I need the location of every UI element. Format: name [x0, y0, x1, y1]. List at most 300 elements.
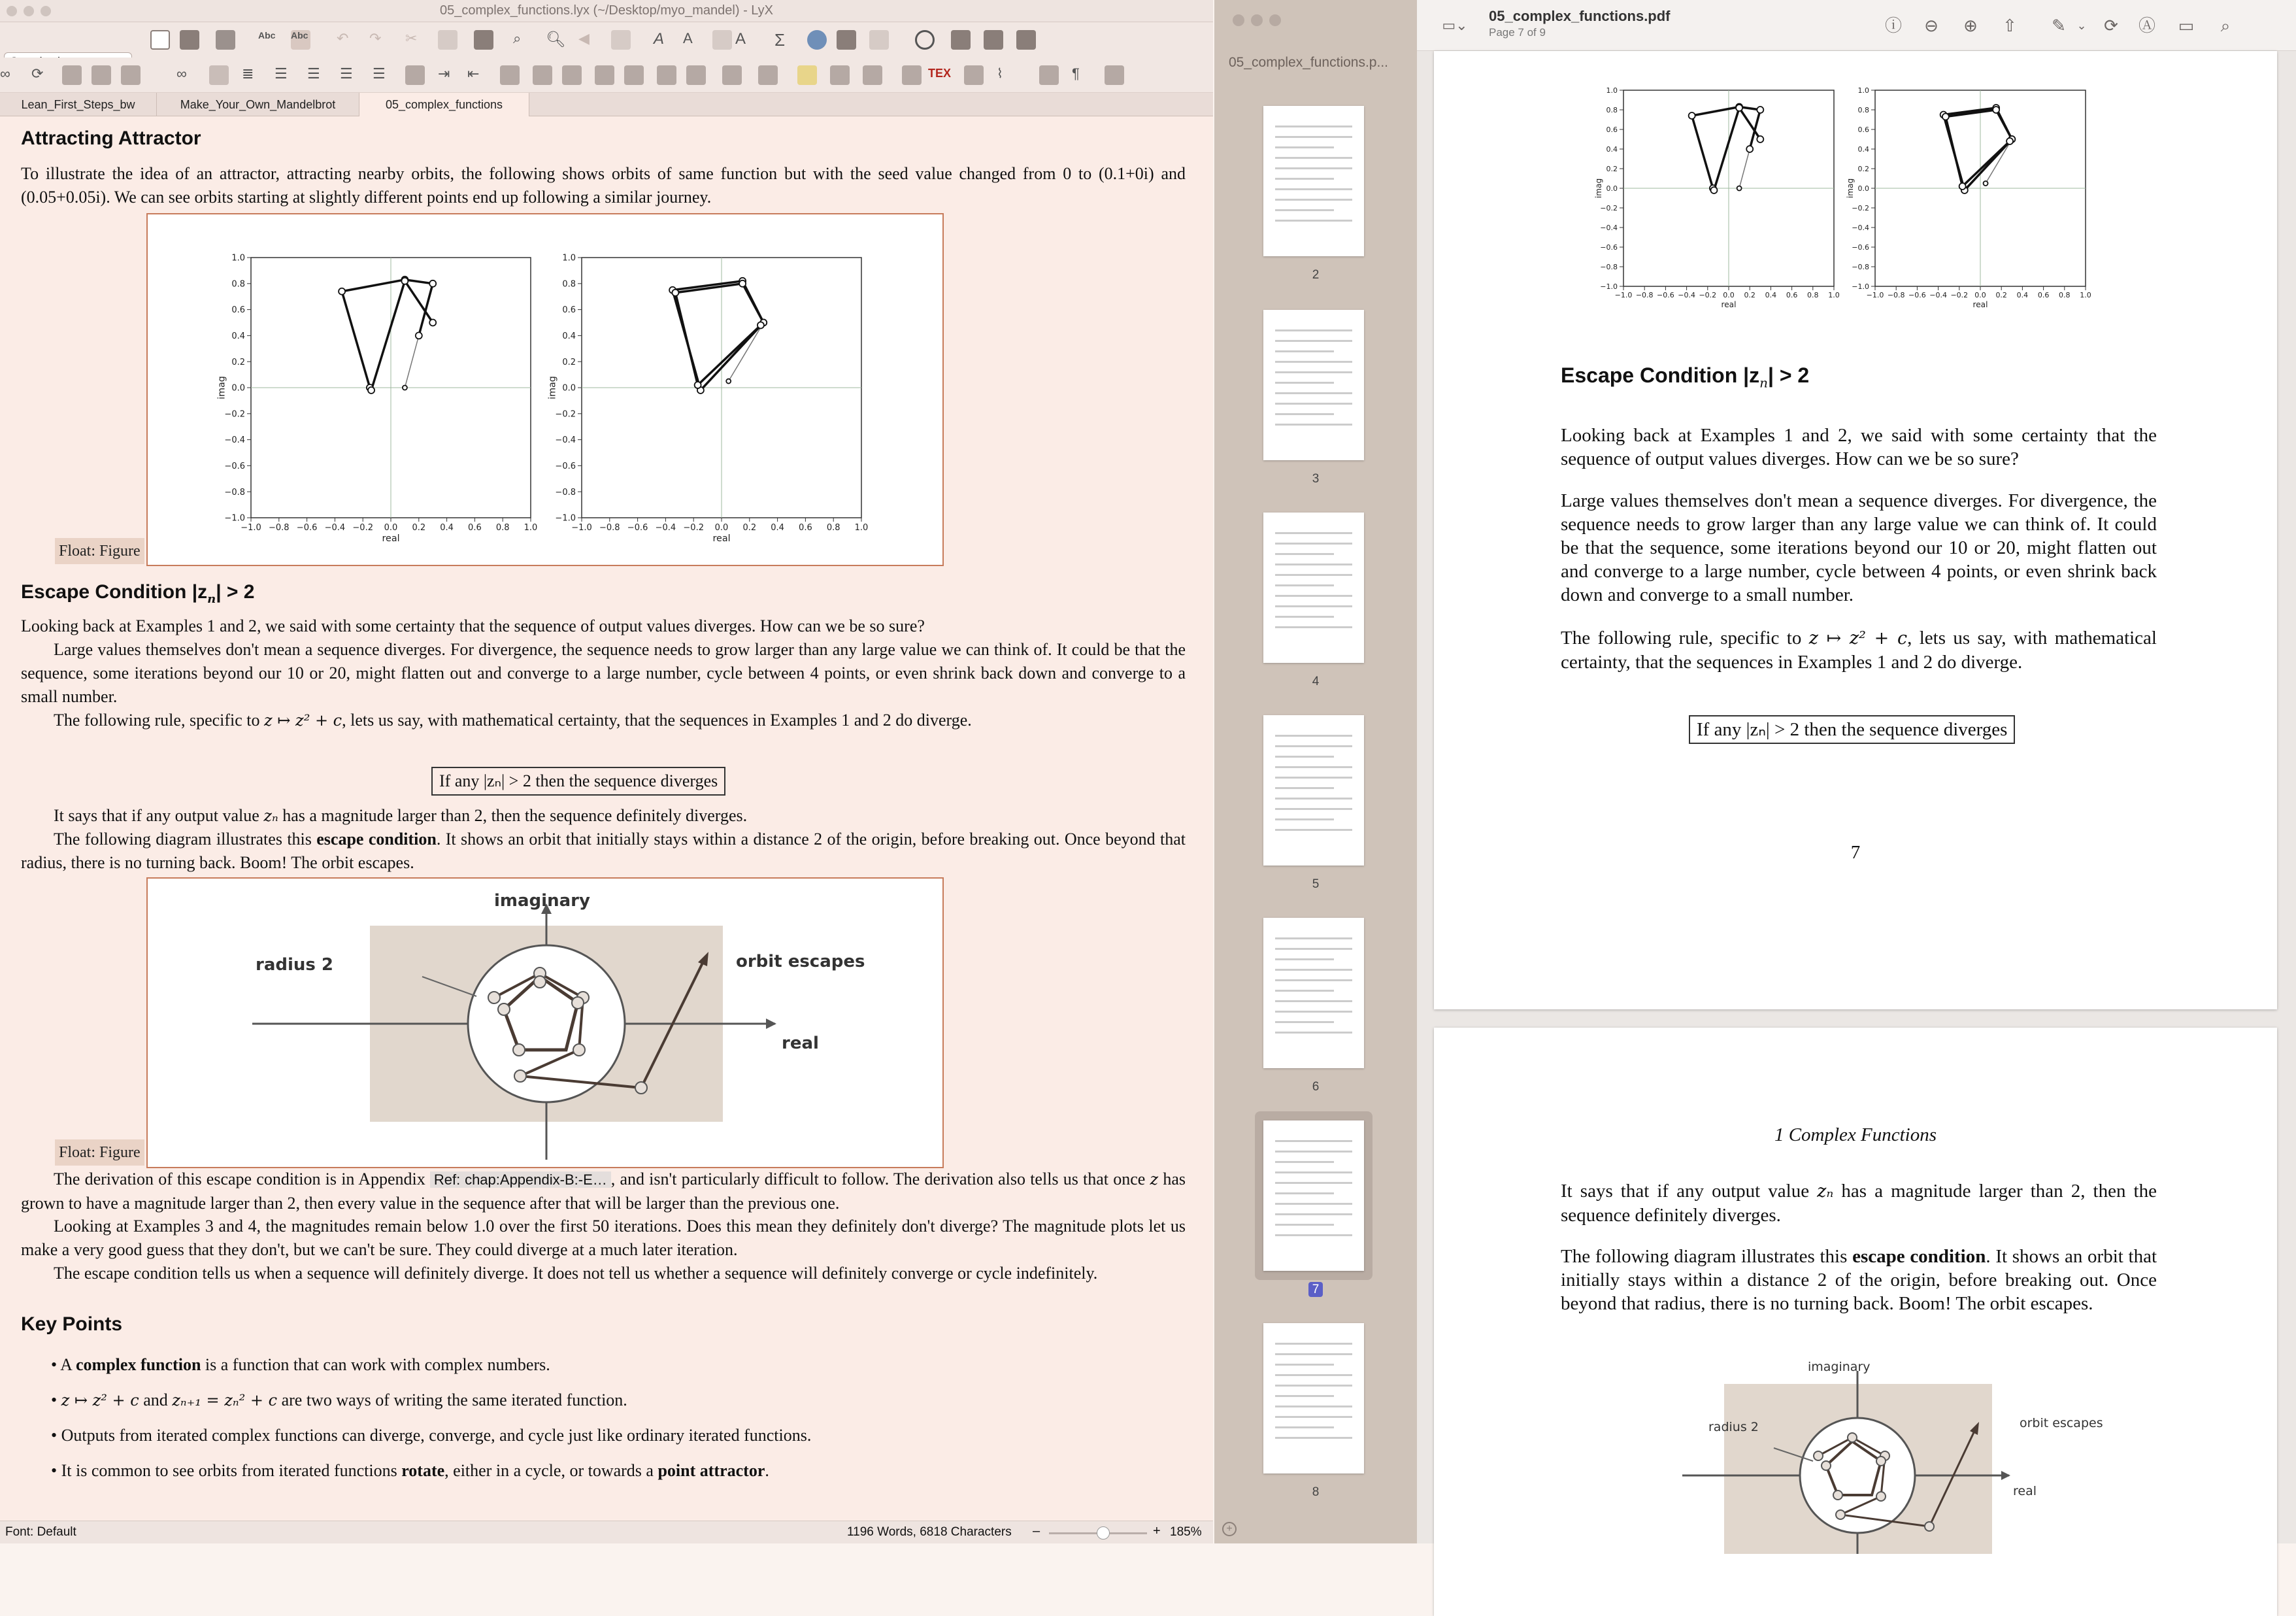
thumbnail-text-line — [1275, 1364, 1334, 1366]
thumbnail-text-line — [1275, 829, 1352, 831]
pdf-left-xtick-label: 1.0 — [1828, 291, 1840, 299]
kp1-post: is a function that can work with complex numbers. — [201, 1355, 550, 1374]
insert-table-icon[interactable] — [837, 30, 856, 50]
pdf-left-ytick-label: −0.2 — [1600, 203, 1618, 212]
thumbnail-text-line — [1275, 818, 1334, 820]
enumerate-icon[interactable]: ☰ — [275, 65, 288, 82]
redo-icon[interactable]: ↷ — [369, 30, 382, 46]
para-diagram-intro — [21, 828, 1186, 875]
insert-bib-icon[interactable] — [964, 65, 984, 85]
view-icon[interactable]: ∞ — [0, 65, 10, 82]
zoom-slider-knob[interactable] — [1097, 1526, 1110, 1540]
lyx-left-ytick-label: 0.2 — [231, 357, 245, 367]
refresh-icon[interactable]: ⟳ — [31, 65, 44, 82]
search-icon[interactable]: 🔍︎ — [546, 31, 566, 48]
attach-icon[interactable]: ⌇ — [997, 67, 1003, 81]
thumbnail-page-number — [1214, 877, 1417, 892]
search-icon[interactable]: ⌕ — [2220, 16, 2231, 35]
pdf-left-orbit-point — [1689, 112, 1695, 119]
font-style-icon[interactable]: A — [683, 30, 693, 46]
thumbnail-text-line — [1275, 543, 1352, 545]
document-tabs — [0, 93, 1213, 116]
lyx-left-orbit-point — [429, 320, 436, 326]
list-icon[interactable]: ≣ — [242, 65, 254, 82]
thumbnail-text-line — [1275, 1416, 1352, 1418]
save-icon[interactable] — [216, 30, 235, 50]
escape-diagram-svg — [148, 879, 942, 1167]
para-escape-tells: The escape condition tells us when a sequence will definitely diverge. It does not tell us whether a sequence will definitely converge or cycle indefinitely. — [54, 1264, 1098, 1283]
thumbnail-text-line — [1275, 1011, 1352, 1013]
pdf-right-orbit-point — [1984, 181, 1988, 186]
lyx-right-xtick-label: 0.2 — [742, 523, 757, 533]
diagram-intro-pre: The following diagram illustrates this — [54, 830, 317, 849]
paragraph-mark-icon[interactable]: ¶ — [1072, 65, 1080, 82]
lyx-left-orbit-point — [339, 288, 345, 295]
pdf-left-xtick-label: 0.8 — [1807, 291, 1819, 299]
lyx-document[interactable] — [0, 116, 1213, 1521]
page7-heading-tail: | > 2 — [1767, 363, 1810, 387]
thumbnail-text-line — [1275, 1203, 1352, 1205]
thumbnail-text-line — [1275, 990, 1334, 992]
lyx-right-xtick-label: −1.0 — [571, 523, 592, 533]
export-icon[interactable] — [62, 65, 82, 85]
indent-icon[interactable]: ⇥ — [438, 65, 450, 82]
export-format-icon[interactable] — [121, 65, 141, 85]
thumbnail-text-line — [1275, 1161, 1334, 1163]
thumbnail-text-line — [1275, 937, 1352, 939]
page7-boxed-rule: If any |zₙ| > 2 then the sequence diverges — [1689, 715, 2015, 744]
lyx-left-ylabel: imag — [216, 376, 227, 399]
insert-citation-icon[interactable] — [686, 65, 706, 85]
preview-minimize-button[interactable] — [1251, 14, 1263, 26]
page8-running-head: 1 Complex Functions — [1774, 1124, 1937, 1145]
lyx-toolbar-1 — [0, 22, 1213, 58]
view-master-icon[interactable]: ∞ — [176, 65, 187, 82]
figure-orbit-plots[interactable] — [146, 213, 944, 566]
annotate-icon[interactable]: Ⓐ — [2138, 16, 2155, 35]
page8-p2-bold: escape condition — [1852, 1246, 1986, 1267]
p8-real-axis-arrow — [2001, 1471, 2010, 1480]
text-style-icon[interactable]: A — [735, 30, 746, 48]
pdf-right-xtick-label: −0.8 — [1887, 291, 1905, 299]
view-pdf-icon[interactable] — [915, 30, 935, 50]
insert-footnote-icon[interactable] — [624, 65, 644, 85]
tab-make-your-own-mandelbrot[interactable]: Make_Your_Own_Mandelbrot — [157, 93, 359, 116]
copy-icon[interactable] — [438, 30, 458, 50]
page8-p1-pre: It says that if any output value — [1561, 1181, 1818, 1202]
thumbnail-page-number-text: 7 — [1308, 1282, 1323, 1297]
math-sigma-icon[interactable]: Σ — [774, 30, 786, 50]
lyx-right-xtick-label: 0.8 — [826, 523, 840, 533]
it-says-pre: It says that if any output value — [54, 806, 264, 825]
escape-title-tail: | > 2 — [216, 581, 255, 603]
sidebar-toggle-icon[interactable]: ▭⌄ — [1442, 17, 1468, 33]
thumbnail-page-number — [1214, 675, 1417, 689]
thumbnail-text-line — [1275, 532, 1352, 534]
pdf-left-ytick-label: −1.0 — [1600, 282, 1618, 291]
section-title-attracting-attractor: Attracting Attractor — [21, 127, 201, 149]
figure-escape-diagram[interactable] — [146, 877, 944, 1168]
pdf-right-xtick-label: −0.4 — [1929, 291, 1947, 299]
thumbnail-page-number — [1214, 472, 1417, 486]
kp2-post: are two ways of writing the same iterated function. — [277, 1390, 627, 1409]
p8-real-label: real — [2013, 1484, 2037, 1498]
lyx-left-ytick-label: −0.4 — [224, 435, 245, 446]
lyx-left-orbit-point — [429, 280, 436, 287]
thumbnail-text-line — [1275, 574, 1352, 576]
real-axis-arrow — [766, 1018, 776, 1029]
insert-float-icon[interactable] — [500, 65, 520, 85]
note-icon[interactable] — [869, 30, 889, 50]
kp1-bold: complex function — [76, 1355, 201, 1374]
add-icon[interactable]: + — [1222, 1522, 1237, 1536]
thumbnail-text-line — [1275, 766, 1352, 768]
pdf-left-ytick-label: −0.8 — [1600, 262, 1618, 271]
align-center-icon[interactable]: ☰ — [340, 65, 353, 82]
insert-branch-icon[interactable] — [830, 65, 850, 85]
preview-sidebar-header — [1214, 0, 1417, 76]
pdf-right-xtick-label: −0.2 — [1950, 291, 1969, 299]
lyx-right-orbit-point — [726, 379, 731, 384]
section-title-key-points: Key Points — [21, 1313, 123, 1335]
attractor-paragraph: To illustrate the idea of an attractor, attracting nearby orbits, the following shows orbits of same function but with the seed value changed from 0 to (0.1+0i) and (0.05+0.05i). We can see orbits starting at slightly different points end up following a similar journey. — [21, 164, 1186, 207]
lyx-left-ytick-label: −0.6 — [224, 461, 245, 471]
insert-hyperlink-icon[interactable] — [863, 65, 882, 85]
thumbnail-text-line — [1275, 403, 1352, 405]
insert-index-icon[interactable] — [722, 65, 742, 85]
pdf-page-7[interactable] — [1434, 51, 2277, 1009]
thumbnail-text-line — [1275, 958, 1334, 960]
thumbnail-text-line — [1275, 616, 1334, 618]
paste-icon[interactable] — [474, 30, 493, 50]
kp4-bold2: point attractor — [657, 1461, 765, 1480]
rotate-icon[interactable]: ⟳ — [2104, 16, 2118, 35]
lyx-right-ytick-label: −1.0 — [555, 513, 576, 524]
page-thumbnail[interactable] — [1263, 310, 1364, 460]
thumbnail-text-line — [1275, 1213, 1352, 1215]
page8-p1-post: has a magnitude larger than 2, then the sequence definitely diverges. — [1561, 1181, 2157, 1226]
preview-zoom-button[interactable] — [1269, 14, 1281, 26]
diagram-intro-bold: escape condition — [316, 830, 437, 849]
lyx-right-ytick-label: 0.4 — [562, 331, 576, 341]
kp4-mid: , either in a cycle, or towards a — [444, 1461, 658, 1480]
pdf-right-ytick-label: −0.6 — [1852, 243, 1869, 252]
font-icon[interactable]: A — [654, 30, 665, 48]
orbit-plots-svg — [148, 214, 942, 565]
pdf-right-xtick-label: 0.0 — [1974, 291, 1986, 299]
lyx-right-ytick-label: −0.2 — [555, 409, 576, 420]
lyx-right-ytick-label: −0.4 — [555, 435, 576, 446]
page-thumbnail[interactable] — [1263, 106, 1364, 256]
thumbnail-text-line — [1275, 361, 1352, 363]
sidebar-document-name: 05_complex_functions.p... — [1229, 55, 1388, 70]
thumbnail-text-line — [1275, 756, 1334, 758]
thumbnail-text-line — [1275, 199, 1352, 201]
lyx-left-xlabel: real — [382, 533, 400, 544]
preview-toolbar — [1417, 0, 2296, 51]
lyx-right-ytick-label: 0.8 — [562, 279, 576, 290]
lyx-right-ytick-label: 1.0 — [562, 253, 576, 263]
rule-math: z ↦ z² + c — [264, 711, 342, 730]
zoom-out-button[interactable]: – — [1033, 1524, 1040, 1538]
thumbnail-text-line — [1275, 126, 1352, 127]
it-says-math: zₙ — [263, 807, 278, 825]
pdf-left-xtick-label: 0.2 — [1744, 291, 1755, 299]
thumbnail-text-line — [1275, 564, 1352, 565]
thumbnail-page-number-text: 6 — [1312, 1080, 1320, 1094]
thumbnail-text-line — [1275, 735, 1352, 737]
lyx-left-xtick-label: −0.8 — [269, 523, 290, 533]
page7-para-1: Looking back at Examples 1 and 2, we said with some certainty that the sequence of output values diverges. How can we be so sure? — [1561, 425, 2157, 469]
float-label-figure-2[interactable]: Float: Figure — [55, 1139, 144, 1166]
window-title: 05_complex_functions.lyx (~/Desktop/myo_mandel) - LyX — [439, 3, 774, 18]
insert-abc-icon[interactable] — [1039, 65, 1059, 85]
thumbnail-page-number-text: 3 — [1312, 472, 1320, 486]
insert-box-icon[interactable] — [533, 65, 552, 85]
lyx-left-ytick-label: −0.8 — [224, 487, 245, 497]
key-point-3: • Outputs from iterated complex functions can diverge, converge, and cycle just like ordinary iterated functions. — [51, 1426, 812, 1445]
lyx-left-xtick-label: 0.6 — [468, 523, 482, 533]
thumbnail-text-line — [1275, 1343, 1352, 1345]
thumbnail-text-line — [1275, 1140, 1352, 1142]
key-point-2: • z ↦ z² + c and zₙ₊₁ = zₙ² + c are two ways of writing the same iterated function. — [51, 1390, 627, 1409]
left-orbit-plot — [217, 254, 538, 544]
lyx-left-xtick-label: −1.0 — [241, 523, 261, 533]
thumbnail-text-line — [1275, 1395, 1334, 1397]
zoom-in-button[interactable]: + — [1153, 1524, 1161, 1538]
thumbnail-text-line — [1275, 808, 1352, 810]
page7-orbit-plots — [1434, 51, 2277, 319]
thumbnail-text-line — [1275, 1224, 1334, 1226]
lyx-left-xtick-label: 0.2 — [412, 523, 426, 533]
pdf-left-xtick-label: 0.4 — [1765, 291, 1777, 299]
thumbnail-text-line — [1275, 340, 1352, 342]
back-arrow-icon[interactable]: ◀ — [578, 30, 590, 46]
lyx-left-xtick-label: −0.6 — [296, 523, 318, 533]
pdf-left-orbit-point — [1710, 187, 1717, 194]
section-title-escape-condition — [21, 581, 254, 611]
tex-code-icon[interactable]: TEX — [928, 67, 952, 80]
insert-note-icon[interactable] — [797, 65, 817, 85]
p8-imaginary-label: imaginary — [1808, 1360, 1871, 1374]
pdf-left-xtick-label: −0.8 — [1635, 291, 1654, 299]
markup-pen-icon[interactable]: ✎ — [2052, 16, 2066, 35]
lyx-left-ytick-label: 0.0 — [231, 383, 245, 394]
outline-icon[interactable] — [209, 65, 229, 85]
key-point-4: • It is common to see orbits from iterated functions rotate, either in a cycle, or towards a point attractor. — [51, 1461, 769, 1480]
lyx-right-xtick-label: 0.0 — [714, 523, 729, 533]
align-right-icon[interactable]: ☰ — [373, 65, 386, 82]
insert-url-icon[interactable] — [758, 65, 778, 85]
page-thumbnail[interactable] — [1263, 513, 1364, 663]
document-title: 05_complex_functions.pdf — [1489, 8, 1671, 24]
escape-title-text: Escape Condition |z — [21, 581, 208, 603]
markup-chevron-icon[interactable]: ⌄ — [2076, 19, 2087, 32]
spellcheck-icon[interactable]: Abc — [258, 30, 276, 41]
kp1-pre: A — [60, 1355, 76, 1374]
pdf-right-orbit-point — [2006, 138, 2013, 144]
lyx-left-orbit-point — [416, 332, 422, 339]
insert-nomenclature-icon[interactable] — [902, 65, 922, 85]
orbit-escapes-label: orbit escapes — [736, 952, 865, 971]
lyx-left-orbit-point — [368, 387, 374, 394]
export-pdf-icon[interactable] — [92, 65, 111, 85]
undo-icon[interactable]: ↶ — [337, 30, 349, 46]
page7-para-2: Large values themselves don't mean a sequence diverges. For divergence, the sequence needs to grow larger than any large value we can think of. It could be that the sequence, some iterations beyond our 10 or 20, might flatten out and converge to a large number, cycle between 4 points, or even shrink back down and converge to a small number. — [1561, 490, 2157, 605]
thumbnail-page-number — [1214, 268, 1417, 282]
pdf-right-ytick-label: 1.0 — [1857, 86, 1869, 95]
lyx-left-xtick-label: 1.0 — [524, 523, 538, 533]
preview-close-button[interactable] — [1233, 14, 1244, 26]
right-orbit-plot — [548, 254, 869, 544]
lyx-right-xtick-label: −0.4 — [655, 523, 676, 533]
page8-para-2 — [1561, 1245, 2157, 1315]
rule-post: , lets us say, with mathematical certainty, that the sequences in Examples 1 and 2 do diverge. — [342, 711, 972, 730]
lyx-right-ytick-label: 0.6 — [562, 305, 576, 316]
page7-heading-text: Escape Condition |z — [1561, 363, 1760, 387]
thumbnail-text-line — [1275, 329, 1352, 331]
page7-left-plot — [1594, 86, 1840, 309]
rule-pre: The following rule, specific to — [54, 711, 265, 730]
thumbnail-text-line — [1275, 188, 1352, 190]
find-replace-icon[interactable]: ⌕ — [513, 30, 522, 46]
zoom-slider[interactable] — [1049, 1532, 1147, 1534]
pdf-left-xtick-label: −0.4 — [1678, 291, 1695, 299]
grid-icon[interactable] — [984, 30, 1003, 50]
status-word-count: 1196 Words, 6818 Characters — [847, 1525, 1012, 1539]
pdf-right-xtick-label: 0.4 — [2016, 291, 2029, 299]
page8-p2-post: . It shows an orbit that initially stays within a distance 2 of the origin, before breaking out. Once beyond that radius, there is no turning back. Boom! The orbit escapes. — [1561, 1246, 2157, 1314]
insert-label-icon[interactable] — [562, 65, 582, 85]
imaginary-label: imaginary — [494, 891, 590, 911]
lyx-left-xtick-label: 0.0 — [384, 523, 398, 533]
outdent-icon[interactable]: ⇤ — [467, 65, 480, 82]
zoom-out-icon[interactable]: ⊖ — [1924, 16, 1938, 35]
info-icon[interactable]: ⓘ — [1884, 16, 1902, 35]
text-color-icon[interactable] — [712, 30, 732, 50]
page-thumbnail[interactable] — [1263, 1323, 1364, 1473]
lyx-left-xtick-label: −0.2 — [352, 523, 373, 533]
kp3-text: Outputs from iterated complex functions can diverge, converge, and cycle just like ordinary iterated functions. — [61, 1426, 812, 1445]
form-fill-icon[interactable]: ▭ — [2178, 16, 2195, 35]
lyx-right-xlabel: real — [712, 533, 731, 544]
thumbnail-text-line — [1275, 1234, 1352, 1236]
page-thumbnail[interactable] — [1263, 918, 1364, 1068]
thumbnail-page-number — [1214, 1485, 1417, 1500]
para-derivation — [21, 1168, 1186, 1215]
thumbnail-text-line — [1275, 1406, 1352, 1407]
pdf-left-xtick-label: −0.2 — [1699, 291, 1717, 299]
derivation-tail: has grown to have a magnitude larger than 2, then every value in the sequence after that will be larger than the previous one. — [21, 1170, 1186, 1213]
derivation-pre: The derivation of this escape condition is in Appendix — [54, 1170, 430, 1188]
lyx-right-orbit-point — [672, 290, 678, 296]
lyx-right-ytick-label: 0.0 — [562, 383, 576, 394]
cut-icon[interactable]: ✂ — [405, 30, 418, 46]
pdf-right-xtick-label: −1.0 — [1866, 291, 1884, 299]
lyx-right-ytick-label: −0.8 — [555, 487, 576, 497]
float-label-figure-1[interactable]: Float: Figure — [55, 538, 144, 564]
pdf-left-orbit-point — [1757, 136, 1763, 143]
tab-lean-first-steps[interactable]: Lean_First_Steps_bw — [0, 93, 157, 116]
lyx-left-ytick-label: −0.2 — [224, 409, 245, 420]
thumbnail-text-line — [1275, 1021, 1334, 1023]
pdf-left-ytick-label: −0.6 — [1600, 243, 1618, 252]
thumbnail-text-line — [1275, 798, 1352, 800]
pdf-left-xtick-label: −1.0 — [1614, 291, 1633, 299]
insert-marginal-icon[interactable] — [657, 65, 676, 85]
lyx-left-orbit-point — [401, 278, 408, 284]
pdf-right-orbit-point — [1959, 183, 1966, 190]
pdf-page-8[interactable] — [1434, 1028, 2277, 1616]
pdf-right-ytick-label: −0.8 — [1852, 262, 1869, 271]
track-changes-icon[interactable] — [611, 30, 631, 50]
thumbnail-page-number — [1214, 1080, 1417, 1094]
pdf-left-ytick-label: 0.0 — [1606, 184, 1618, 193]
tab-05-complex-functions[interactable]: 05_complex_functions — [359, 93, 529, 116]
thumbnail-text-line — [1275, 979, 1352, 981]
align-left-icon[interactable]: ☰ — [307, 65, 320, 82]
appendix-ref-inset[interactable]: Ref: chap:Appendix-B:-E… — [430, 1171, 611, 1188]
page8-p2-pre: The following diagram illustrates this — [1561, 1246, 1853, 1267]
kp2-mid: and — [139, 1390, 173, 1409]
page7-right-plot — [1846, 86, 2091, 309]
pdf-left-xlabel: real — [1721, 300, 1737, 309]
thumbnail-text-line — [1275, 1151, 1352, 1153]
settings-icon[interactable] — [1105, 65, 1124, 85]
lyx-right-xtick-label: 0.4 — [771, 523, 784, 533]
lyx-right-orbit-point — [695, 382, 701, 388]
thumbnail-text-line — [1275, 178, 1334, 180]
update-pdf-icon[interactable] — [951, 30, 971, 50]
thumbnail-text-line — [1275, 157, 1352, 159]
thumbnail-page-number-text: 2 — [1312, 268, 1320, 282]
lyx-right-orbit-point — [757, 322, 764, 328]
zoom-in-icon[interactable]: ⊕ — [1963, 16, 1978, 35]
pdf-left-ytick-label: −0.4 — [1600, 223, 1618, 232]
thumbnail-text-line — [1275, 1171, 1352, 1173]
diagram-intro-post: . It shows an orbit that initially stays within a distance 2 of the origin, before breaking out. Once beyond that radius, there is no turning back. Boom! The orbit escapes. — [21, 830, 1186, 872]
thumbnail-text-line — [1275, 209, 1334, 211]
pdf-left-ytick-label: 0.6 — [1606, 125, 1618, 134]
insert-ref-icon[interactable] — [595, 65, 614, 85]
pdf-right-ytick-label: 0.2 — [1857, 164, 1869, 173]
continuous-spellcheck-icon[interactable]: Abc — [291, 30, 310, 50]
page7-p3-post: , lets us say, with mathematical certainty, that the sequences in Examples 1 and 2 do diverge. — [1561, 628, 2157, 673]
page-thumbnail[interactable] — [1263, 1120, 1364, 1271]
thumbnail-text-line — [1275, 1032, 1352, 1034]
page-thumbnail[interactable] — [1263, 715, 1364, 866]
toc-icon[interactable] — [1016, 30, 1036, 50]
thumbnail-text-line — [1275, 969, 1352, 971]
open-folder-icon[interactable] — [180, 30, 199, 50]
pdf-left-ytick-label: 0.4 — [1606, 144, 1618, 154]
pdf-right-ytick-label: 0.8 — [1857, 105, 1869, 114]
it-says-post: has a magnitude larger than 2, then the sequence definitely diverges. — [278, 806, 748, 825]
insert-graphics-icon[interactable] — [807, 30, 827, 50]
pdf-right-xtick-label: 1.0 — [2080, 291, 2091, 299]
pdf-right-ytick-label: 0.4 — [1857, 144, 1869, 154]
thumbnail-text-line — [1275, 167, 1352, 169]
share-icon[interactable]: ⇧ — [2003, 16, 2017, 35]
pdf-right-ytick-label: −1.0 — [1852, 282, 1869, 291]
pdf-left-ytick-label: 0.8 — [1606, 105, 1618, 114]
pdf-left-ylabel: imag — [1593, 178, 1603, 199]
new-document-icon[interactable] — [150, 30, 170, 50]
p8-orbit-escapes-label: orbit escapes — [2020, 1416, 2103, 1430]
depth-icon[interactable] — [405, 65, 425, 85]
preview-main — [1417, 0, 2296, 1543]
thumbnail-text-line — [1275, 1437, 1352, 1439]
